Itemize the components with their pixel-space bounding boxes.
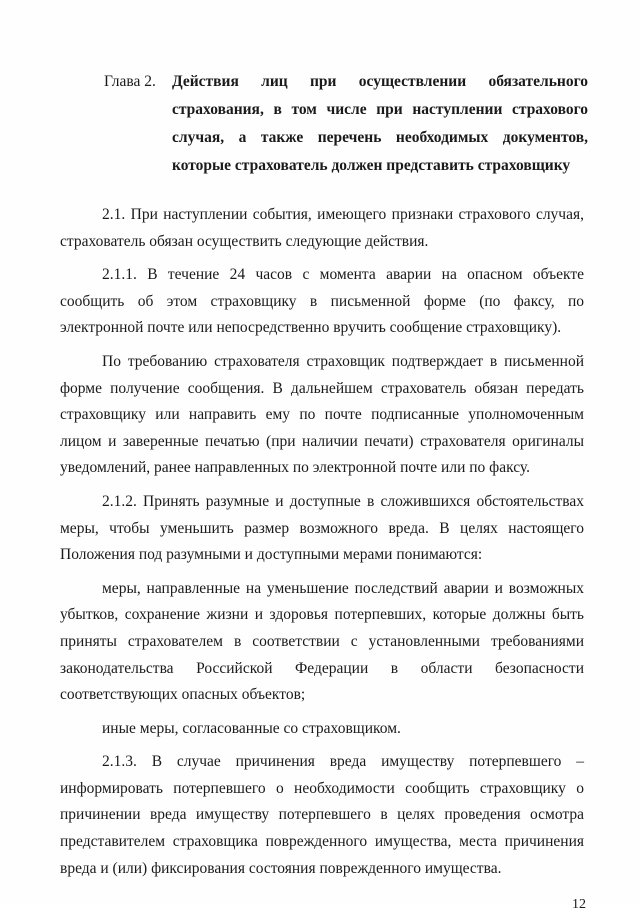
paragraph-2-1-2: 2.1.2. Принять разумные и доступные в сложившихся обстоятельствах меры, чтобы уменьшить размер возможного вреда. В целях настоящего Положения под разумными и доступными мерами понимаются:	[60, 492, 584, 564]
chapter-label: Глава 2.	[104, 73, 156, 90]
paragraph-2-1-3: 2.1.3. В случае причинения вреда имуществу потерпевшего – информировать потерпевшего о необходимости сообщить страховщику о причинении вреда имуществу потерпевшего в целях проведения осмотра представителем страховщика поврежденного имущества, места причинения вреда и (или) фиксирования состояния поврежденного имущества.	[60, 753, 584, 877]
paragraph-measures: меры, направленные на уменьшение последствий аварии и возможных убытков, сохранение жизни и здоровья потерпевших, которые должны быть приняты страхователем в соответствии с установленными требованиями законодательства Российской Федерации в области безопасности соответствующих опасных объектов;	[60, 579, 584, 704]
chapter-title: Действия лиц при осуществлении обязательного страхования, в том числе при наступлении страхового случая, а также перечень необходимых документов, которые страхователь должен представить страховщику	[172, 73, 588, 174]
paragraph-confirmation: По требованию страхователя страховщик подтверждает в письменной форме получение сообщения. В дальнейшем страхователь обязан передать страховщику или направить ему по почте подписанные уполномоченным лицом и заверенные печатью (при наличии печати) страхователя оригиналы уведомлений, ранее направленных по электронной почте или по факсу.	[60, 352, 584, 477]
document-body	[60, 202, 584, 889]
page-number: 12	[572, 897, 586, 912]
paragraph-other-measures: иные меры, согласованные со страховщиком.	[102, 719, 401, 737]
paragraph-2-1-1: 2.1.1. В течение 24 часов с момента аварии на опасном объекте сообщить об этом страховщику в письменной форме (по факсу, по электронной почте или непосредственно вручить сообщение страховщику).	[60, 266, 584, 337]
paragraph-2-1: 2.1. При наступлении события, имеющего признаки страхового случая, страхователь обязан осуществить следующие действия.	[60, 206, 584, 250]
chapter-heading	[104, 68, 594, 180]
